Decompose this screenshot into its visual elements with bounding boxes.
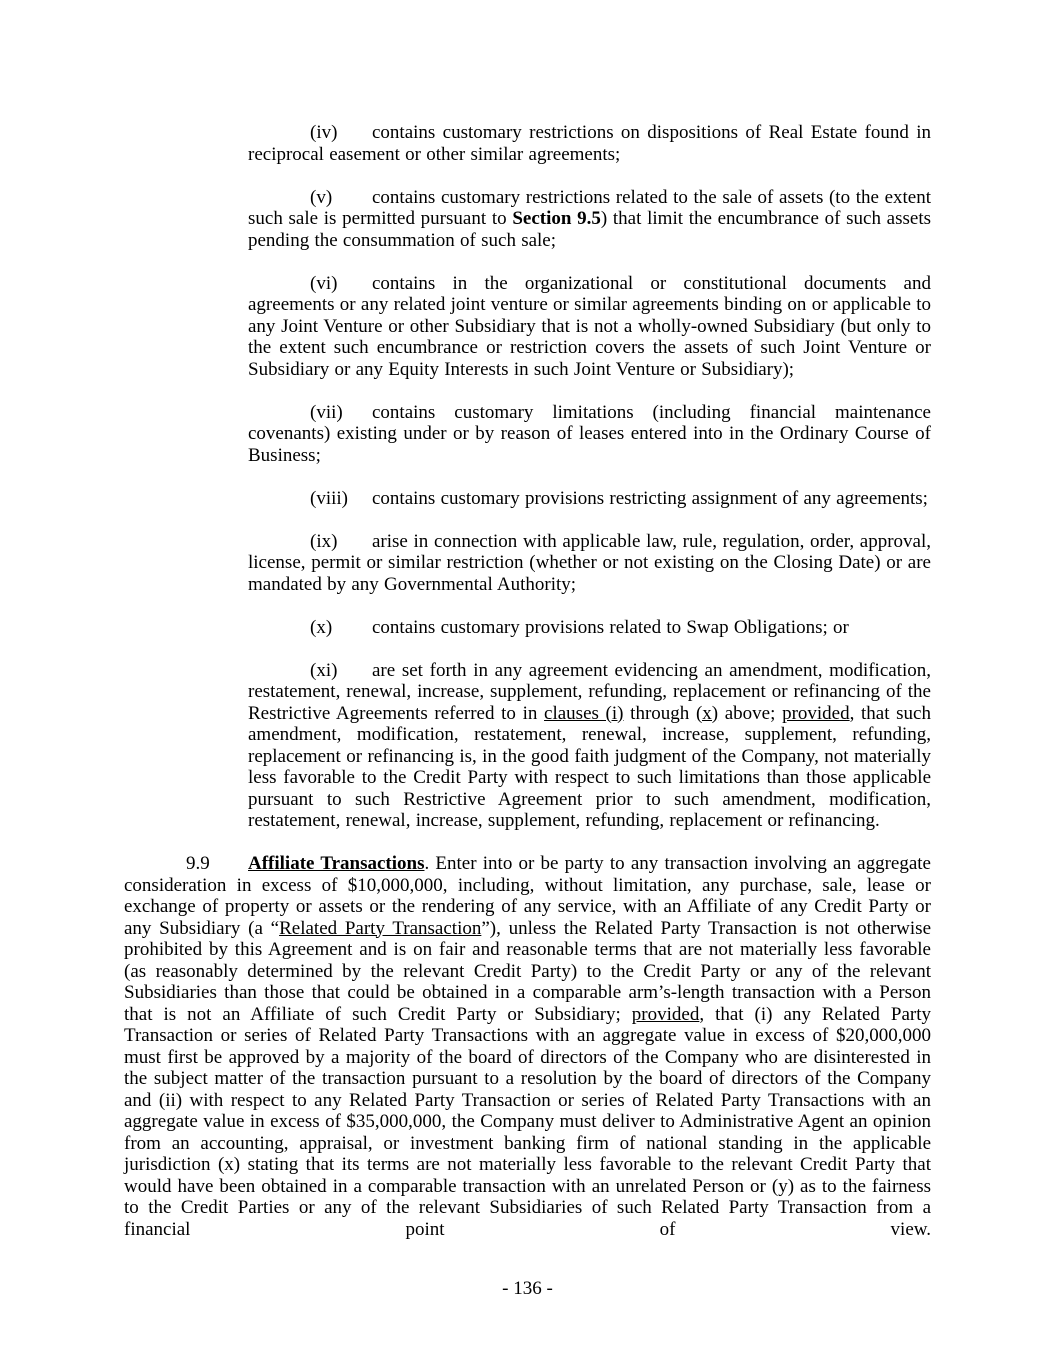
- paragraph-section-9-9: [124, 853, 931, 1240]
- paragraph-clause-xi: [248, 660, 931, 832]
- text-run: Section 9.5: [512, 208, 601, 229]
- text-run: provided: [782, 702, 850, 724]
- paragraph-clause-iv: [248, 122, 931, 165]
- page-number: - 136 -: [502, 1278, 553, 1299]
- paragraph-number-label: (vi): [310, 272, 338, 294]
- paragraph-number-label: (ix): [310, 530, 338, 552]
- text-run: contains in the organizational or constitutional documents and agreements or any related joint venture or similar agreements binding on or applicable to any Joint Venture or other Subsidiary that is not a wholly-owned Subsidiary (but only to the extent such encumbrance or restriction covers the assets of such Joint Venture or Subsidiary or any Equity Interests in such Joint Venture or Subsidiary);: [248, 272, 931, 380]
- text-run: ) that limit the encumbrance of such assets pending the consummation of such sale;: [248, 208, 931, 251]
- paragraph-number-label: (vii): [310, 401, 343, 423]
- paragraph-clause-x: [248, 617, 931, 639]
- paragraph-clause-v: [248, 187, 931, 252]
- text-run: , that (i) any Related Party Transaction or series of Related Party Transactions with an aggregate value in excess of $20,000,000 must first be approved by a majority of the board of directors of the Company who are disinterested in the subject matter of the transaction pursuant to a resolution by the board of directors of the Company and (ii) with respect to any Related Party Transaction or series of Related Party Transactions with an aggregate value in excess of $35,000,000, the Company must deliver to Administrative Agent an opinion from an accounting, appraisal, or investment banking firm of national standing in the applicable jurisdiction (x) stating that its terms are not materially less favorable to the relevant Credit Party that would have been obtained in a comparable transaction with an unrelated Person or (y) as to the fairness to the Credit Parties or any of the relevant Subsidiaries of such Related Party Transaction from a financial point of view.: [124, 1003, 931, 1240]
- text-run: contains customary provisions restricting assignment of any agreements;: [372, 487, 928, 509]
- paragraph-number-label: (v): [310, 186, 333, 208]
- paragraph-number-label: (iv): [310, 122, 338, 143]
- text-run: contains customary limitations (including financial maintenance covenants) existing under or by reason of leases entered into in the Ordinary Course of Business;: [248, 401, 931, 466]
- text-run: contains customary restrictions related to the sale of assets (to the extent such sale is permitted pursuant to: [248, 186, 931, 229]
- paragraph-number-label: 9.9: [186, 853, 210, 874]
- text-run: contains customary provisions related to Swap Obligations; or: [372, 616, 849, 638]
- text-run: are set forth in any agreement evidencing an amendment, modification, restatement, renewal, increase, supplement, refunding, replacement or refinancing of the Restrictive Agreements referred to in: [248, 659, 931, 724]
- paragraph-clause-ix: [248, 531, 931, 596]
- paragraph-clause-vi: [248, 273, 931, 381]
- paragraph-clause-viii: [248, 488, 931, 510]
- paragraph-clause-vii: [248, 402, 931, 467]
- text-run: , that such amendment, modification, restatement, renewal, increase, supplement, refunding, replacement or refinancing is, in the good faith judgment of the Company, not materially less favorable to the Credit Party with respect to such limitations than those applicable pursuant to such Restrictive Agreement prior to such amendment, modification, restatement, renewal, increase, supplement, refunding, replacement or refinancing.: [248, 702, 931, 831]
- text-run: arise in connection with applicable law, rule, regulation, order, approval, license, permit or similar restriction (whether or not existing on the Closing Date) or are mandated by any Governmental Authority;: [248, 530, 931, 595]
- text-run: . Enter into or be party to any transaction involving an aggregate consideration in excess of $10,000,000, including, without limitation, any purchase, sale, lease or exchange of property or assets or the rendering of any service, with an Affiliate of any Credit Party or any Subsidiary (a “: [124, 853, 931, 939]
- text-run: Related Party Transaction: [279, 917, 482, 939]
- text-run: above;: [718, 702, 783, 724]
- paragraph-number-label: (viii): [310, 487, 348, 509]
- text-run: ”), unless the Related Party Transaction is not otherwise prohibited by this Agreement and is on fair and reasonable terms that are not materially less favorable (as reasonably determined by the relevant Credit Party) to the Credit Party or any of the relevant Subsidiaries than those that could be obtained in a comparable arm’s-length transaction with a Person that is not an Affiliate of such Credit Party or Subsidiary;: [124, 917, 932, 1025]
- text-run: contains customary restrictions on dispositions of Real Estate found in reciprocal easement or other similar agreements;: [248, 122, 931, 165]
- text-run: Affiliate Transactions: [248, 853, 425, 874]
- text-run: provided: [631, 1003, 700, 1025]
- text-run: through: [623, 702, 696, 724]
- document-body: [124, 122, 931, 1262]
- text-run: clauses (i): [544, 702, 624, 724]
- paragraph-number-label: (x): [310, 616, 333, 638]
- paragraph-number-label: (xi): [310, 659, 338, 681]
- text-run: (x): [695, 702, 719, 724]
